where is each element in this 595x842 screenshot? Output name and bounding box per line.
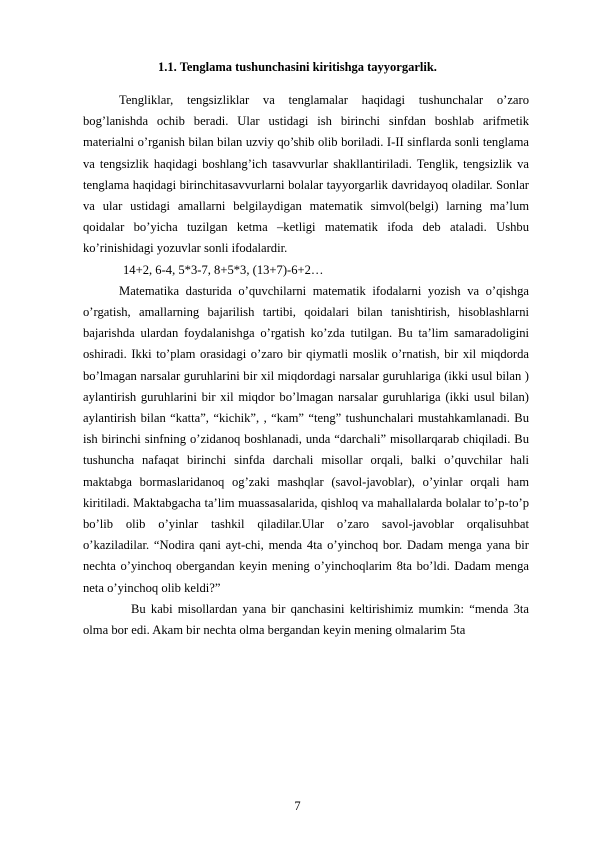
page-number: 7	[294, 799, 301, 813]
paragraph-expressions: 14+2, 6-4, 5*3-7, 8+5*3, (13+7)-6+2…	[123, 262, 324, 277]
paragraph-curriculum: Matematika dasturida o’quvchilarni matematik ifodalarni yozish va o’qishga o’rgatish, amallarning bajarilish tartibi, qoidalari bilan tanishtirish, hisoblashlarni bajarishda ulardan foydalanishga o’rgatish ko’zda tutilgan. Bu ta’lim samaradoligini oshiradi. Ikki to’plam orasidagi o’zaro bir qiymatli moslik o’rnatish, bir xil miqdorda bo’lmagan narsalar guruhlarini bir xil miqdordagi narsalar guruhlariga (ikki usul bilan ) aylantirish guruhlarini bir xil miqdor bo’lmagan narsalar guruhlariga (ikki usul bilan) aylantirish bilan “katta”, “kichik”, , “kam” “teng” tushunchalari mustahkamlanadi. Bu ish birinchi sinfning o’zidanoq boshlanadi, unda “darchali” misollarqarab chiqiladi. Bu tushuncha nafaqat birinchi sinfda darchali misollar orqali, balki o’quvchilar hali maktabga bormaslaridanoq og’zaki mashqlar (savol-javoblar), o’yinlar orqali ham kiritiladi. Maktabgacha ta’lim muassasalarida, qishloq va mahallalarda bolalar to’p-to’p bo’lib olib o’yinlar tashkil qiladilar.Ular o’zaro savol-javoblar orqalisuhbat o’kaziladilar. “Nodira qani ayt-chi, menda 4ta o’yinchoq bor. Dadam menga yana bir nechta o’yinchoq obergandan keyin mening o’yinchoqlarim 8ta bo’ldi. Dadam menga neta o’yinchoq olib keldi?”	[83, 283, 529, 595]
paragraph-intro: Tengliklar, tengsizliklar va tenglamalar haqidagi tushunchalar o’zaro bog’lanishda ochib beradi. Ular ustidagi ish birinchi sinfdan boshlab arifmetik materialni o’rganish bilan bilan uzviy qo’shib olib boriladi. I-II sinflarda sonli tenglama va tengsizlik haqidagi boshlang’ich tasavvurlar shakllantiriladi. Tenglik, tengsizlik va tenglama haqidagi birinchitasavvurlarni bolalar tayyorgarlik davridayoq oladilar. Sonlar va ular ustidagi amallarni belgilaydigan matematik simvol(belgi) larning ma’lum qoidalar bo’yicha tuzilgan ketma –ketligi matematik ifoda deb ataladi. Ushbu ko’rinishidagi yozuvlar sonli ifodalardir.	[83, 93, 529, 256]
section-title: 1.1. Tenglama tushunchasini kiritishga tayyorgarlik.	[158, 60, 437, 74]
paragraph-examples: Bu kabi misollardan yana bir qanchasini keltirishimiz mumkin: “menda 3ta olma bor edi. Akam bir nechta olma bergandan keyin mening olmalarim 5ta	[83, 601, 529, 638]
body-text	[83, 90, 529, 641]
